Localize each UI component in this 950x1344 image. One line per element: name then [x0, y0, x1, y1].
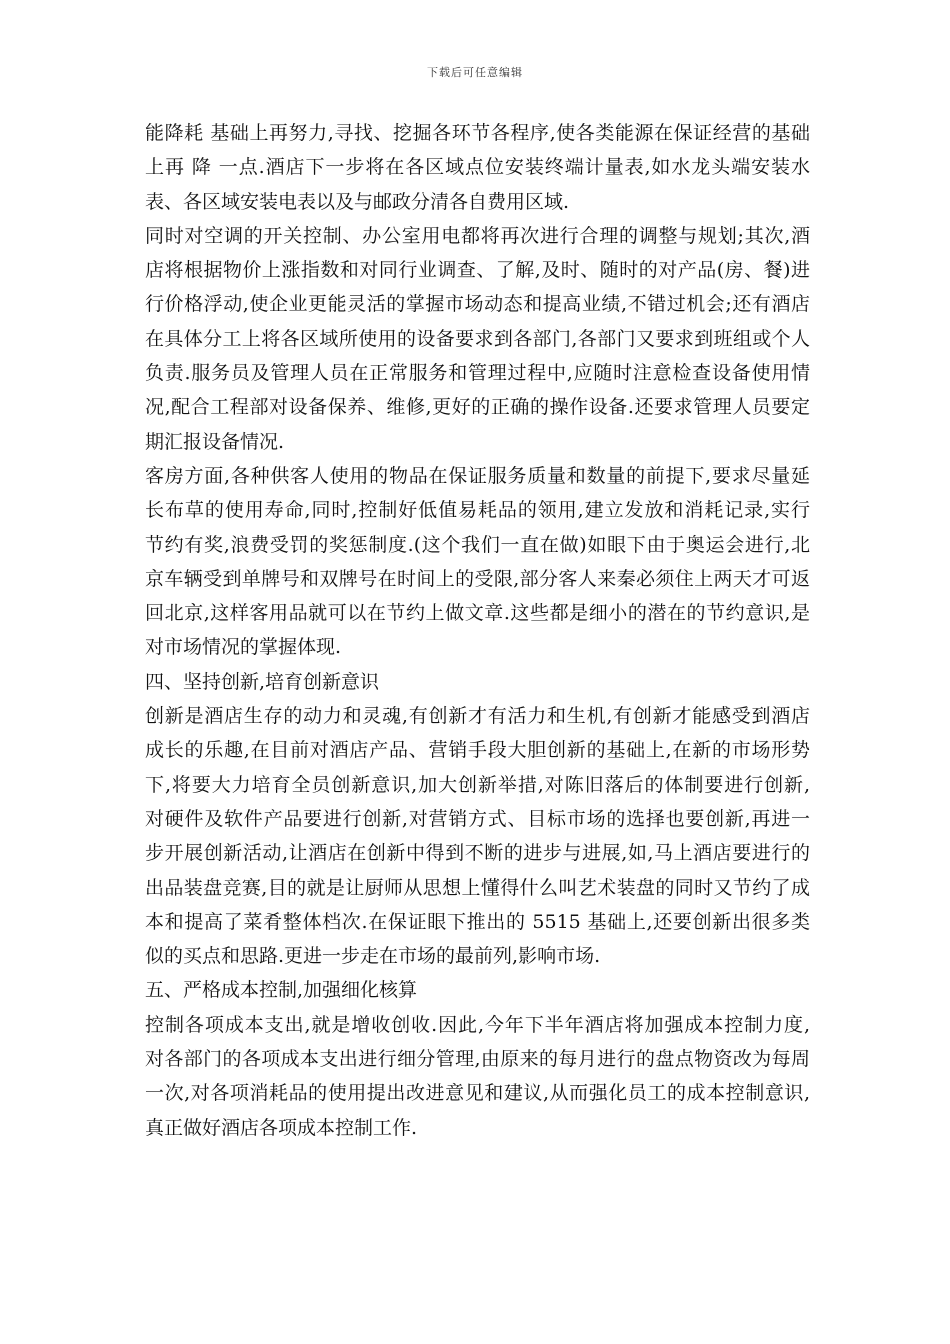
text-line: 回北京,这样客用品就可以在节约上做文章.这些都是细小的潜在的节约意识,是: [145, 602, 810, 625]
text-line: 能降耗 基础上再努力,寻找、挖掘各环节各程序,使各类能源在保证经营的基础: [145, 122, 810, 144]
text-line: 表、各区域安装电表以及与邮政分清各自费用区域.: [145, 190, 570, 213]
text-line: 客房方面,各种供客人使用的物品在保证服务质量和数量的前提下,要求尽量延: [145, 464, 810, 487]
text-line: 对各部门的各项成本支出进行细分管理,由原来的每月进行的盘点物资改为每周: [145, 1048, 810, 1071]
text-line: 出品装盘竞赛,目的就是让厨师从思想上懂得什么叫艺术装盘的同时又节约了成: [145, 876, 810, 899]
text-line: 同时对空调的开关控制、办公室用电都将再次进行合理的调整与规划;其次,酒: [145, 224, 810, 247]
text-line: 况,配合工程部对设备保养、维修,更好的正确的操作设备.还要求管理人员要定: [145, 396, 810, 419]
text-line: 一次,对各项消耗品的使用提出改进意见和建议,从而强化员工的成本控制意识,: [145, 1082, 810, 1105]
text-line: 似的买点和思路.更进一步走在市场的最前列,影响市场.: [145, 945, 601, 968]
text-line: 期汇报设备情况.: [145, 430, 285, 453]
text-line: 京车辆受到单牌号和双牌号在时间上的受限,部分客人来秦必须住上两天才可返: [145, 567, 810, 590]
text-line: 上再 降 一点.酒店下一步将在各区域点位安装终端计量表,如水龙头端安装水: [145, 156, 810, 179]
text-line: 节约有奖,浪费受罚的奖惩制度.(这个我们一直在做)如眼下由于奥运会进行,北: [145, 533, 810, 556]
text-line: 长布草的使用寿命,同时,控制好低值易耗品的领用,建立发放和消耗记录,实行: [145, 499, 810, 522]
text-line: 创新是酒店生存的动力和灵魂,有创新才有活力和生机,有创新才能感受到酒店: [145, 705, 810, 728]
text-line: 成长的乐趣,在目前对酒店产品、营销手段大胆创新的基础上,在新的市场形势: [145, 739, 810, 762]
text-line: 步开展创新活动,让酒店在创新中得到不断的进步与进展,如,马上酒店要进行的: [145, 842, 810, 865]
text-line: 行价格浮动,使企业更能灵活的掌握市场动态和提高业绩,不错过机会;还有酒店: [145, 293, 810, 316]
section-heading: 五、严格成本控制,加强细化核算: [145, 979, 418, 1002]
text-line: 下,将要大力培育全员创新意识,加大创新举措,对陈旧落后的体制要进行创新,: [145, 773, 810, 796]
text-line: 本和提高了菜肴整体档次.在保证眼下推出的 5515 基础上,还要创新出很多类: [145, 910, 810, 933]
text-line: 在具体分工上将各区域所使用的设备要求到各部门,各部门又要求到班组或个人: [145, 327, 810, 350]
text-line: 控制各项成本支出,就是增收创收.因此,今年下半年酒店将加强成本控制力度,: [145, 1013, 810, 1036]
text-line: 负责.服务员及管理人员在正常服务和管理过程中,应随时注意检查设备使用情: [145, 362, 810, 385]
document-body: [145, 116, 810, 1145]
text-line: 真正做好酒店各项成本控制工作.: [145, 1116, 418, 1139]
text-line: 店将根据物价上涨指数和对同行业调查、了解,及时、随时的对产品(房、餐)进: [145, 259, 810, 282]
section-heading: 四、坚持创新,培育创新意识: [145, 670, 380, 693]
text-line: 对硬件及软件产品要进行创新,对营销方式、目标市场的选择也要创新,再进一: [145, 807, 810, 830]
text-line: 对市场情况的掌握体现.: [145, 636, 342, 659]
page-header-note: 下载后可任意编辑: [427, 66, 523, 79]
